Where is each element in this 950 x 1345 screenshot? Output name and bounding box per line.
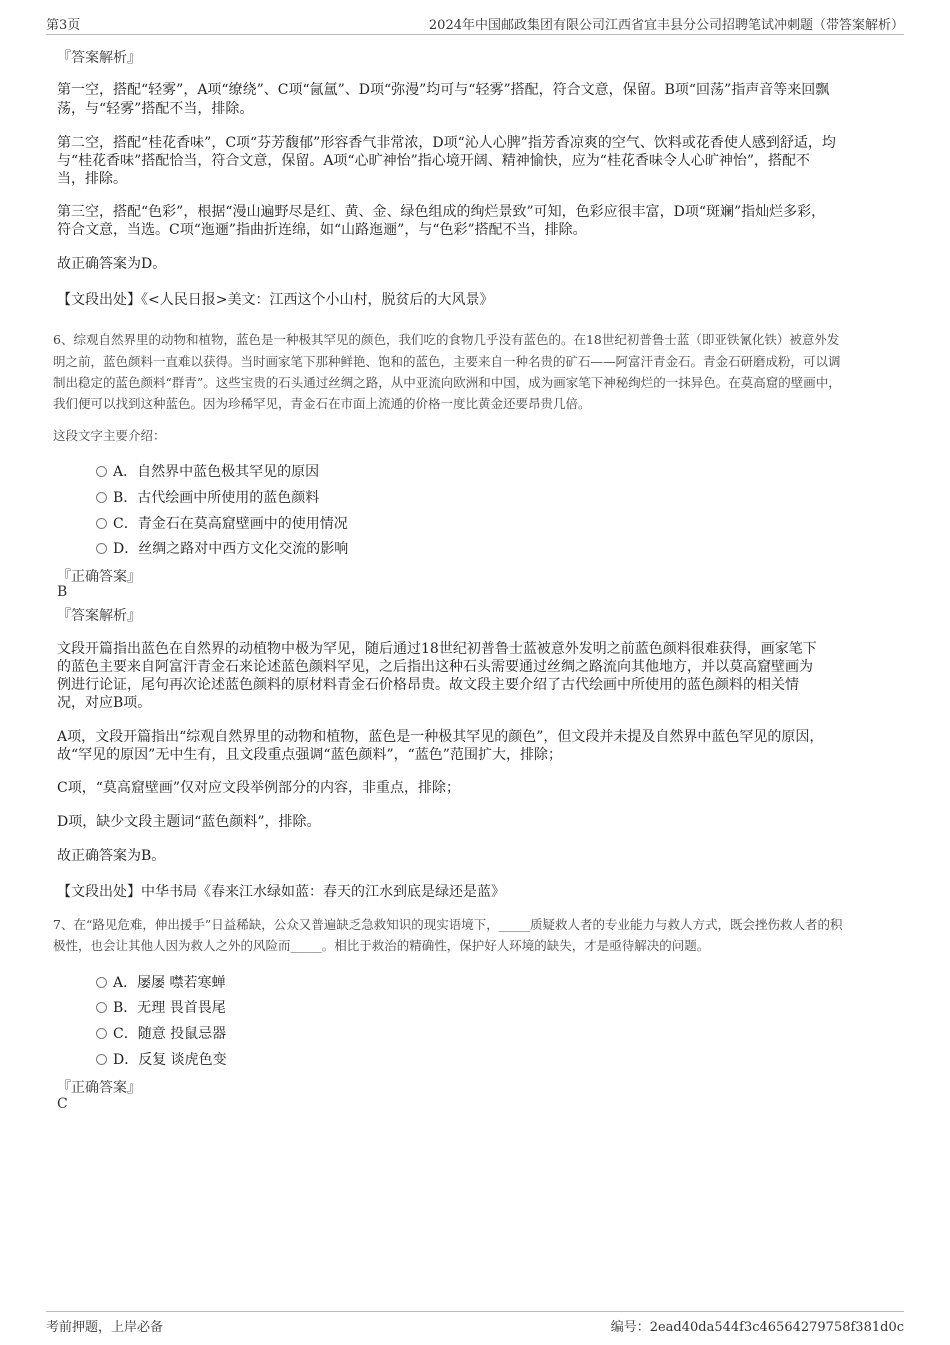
analysis-paragraph: D项，缺少文段主题词“蓝色颜料”，排除。 — [57, 814, 321, 830]
question-stem: 明之前，蓝色颜料一直难以获得。当时画家笔下那种鲜艳、饱和的蓝色，主要来自一种名贵的矿石——阿富汗青金石。青金石研磨成粉，可以调 — [53, 354, 841, 369]
answer-label: 『正确答案』 — [57, 1080, 141, 1096]
radio-icon[interactable] — [96, 1054, 107, 1065]
answer-label: 『正确答案』 — [57, 569, 141, 585]
answer-value: B — [57, 584, 68, 600]
analysis-paragraph: 例进行论证，尾句再次论述蓝色颜料的原材料青金石价格昂贵。故文段主要介绍了古代绘画中所使用的蓝色颜料的相关情 — [57, 677, 799, 693]
page-footer — [46, 1311, 904, 1334]
question-stem: 制出稳定的蓝色颜料“群青”。这些宝贵的石头通过丝绸之路，从中亚流向欧洲和中国，成为画家笔下神秘绚烂的一抹异色。在莫高窟的壁画中， — [53, 375, 841, 390]
question-prompt: 这段文字主要介绍： — [53, 428, 166, 443]
option-label: A．自然界中蓝色极其罕见的原因 — [113, 464, 320, 480]
analysis-paragraph: 的蓝色主要来自阿富汗青金石来论述蓝色颜料罕见，之后指出这种石头需要通过丝绸之路流向其他地方，并以莫高窟壁画为 — [57, 659, 813, 675]
analysis-label: 『答案解析』 — [57, 50, 141, 66]
question-stem: 我们便可以找到这种蓝色。因为珍稀罕见，青金石在市面上流通的价格一度比黄金还要昂贵几倍。 — [53, 396, 591, 411]
analysis-paragraph: 况，对应B项。 — [57, 695, 152, 711]
radio-icon[interactable] — [96, 492, 107, 503]
source-citation: 【文段出处】中华书局《春来江水绿如蓝：春天的江水到底是绿还是蓝》 — [57, 884, 505, 900]
source-citation: 【文段出处】《<人民日报>美文：江西这个小山村，脱贫后的大风景》 — [57, 292, 494, 308]
analysis-paragraph: 故“罕见的原因”无中生有，且文段重点强调“蓝色颜料”，“蓝色”范围扩大，排除； — [57, 747, 562, 763]
analysis-paragraph: 第二空，搭配“桂花香味”，C项“芬芳馥郁”形容香气非常浓，D项“沁人心脾”指芳香凉爽的空气、饮料或花香使人感到舒适，均 — [57, 135, 836, 151]
option-label: B．古代绘画中所使用的蓝色颜料 — [113, 490, 320, 506]
analysis-paragraph: 符合文意，当选。C项“迤逦”指曲折连绵，如“山路迤逦”，与“色彩”搭配不当，排除。 — [57, 222, 587, 238]
option-label: D．丝绸之路对中西方文化交流的影响 — [113, 541, 349, 557]
question-stem: 6、综观自然界里的动物和植物，蓝色是一种极其罕见的颜色，我们吃的食物几乎没有蓝色的。在18世纪初普鲁士蓝（即亚铁氰化铁）被意外发 — [53, 332, 840, 347]
footer-slogan: 考前押题，上岸必备 — [46, 1320, 164, 1335]
document-title: 2024年中国邮政集团有限公司江西省宜丰县分公司招聘笔试冲刺题（带答案解析） — [428, 18, 904, 33]
answer-value: C — [57, 1096, 68, 1112]
radio-icon[interactable] — [96, 1002, 107, 1013]
document-id: 编号：2ead40da544f3c46564279758f381d0c — [610, 1320, 904, 1335]
page-number: 第3页 — [46, 18, 81, 33]
analysis-label: 『答案解析』 — [57, 608, 141, 624]
option-label: A．屡屡 噤若寒蝉 — [113, 975, 226, 991]
option-label: D．反复 谈虎色变 — [113, 1052, 227, 1068]
analysis-paragraph: 文段开篇指出蓝色在自然界的动植物中极为罕见，随后通过18世纪初普鲁士蓝被意外发明之前蓝色颜料很难获得，画家笔下 — [57, 641, 817, 657]
analysis-paragraph: 第一空，搭配“轻雾”，A项“缭绕”、C项“氤氲”、D项“弥漫”均可与“轻雾”搭配，符合文意，保留。B项“回荡”指声音等来回飘 — [57, 82, 830, 98]
analysis-paragraph: C项，“莫高窟壁画”仅对应文段举例部分的内容，非重点，排除； — [57, 780, 461, 796]
analysis-paragraph: 当，排除。 — [57, 171, 127, 187]
radio-icon[interactable] — [96, 518, 107, 529]
analysis-paragraph: 第三空，搭配“色彩”，根据“漫山遍野尽是红、黄、金、绿色组成的绚烂景致”可知，色彩应很丰富，D项“斑斓”指灿烂多彩， — [57, 204, 826, 220]
analysis-paragraph: 荡，与“轻雾”搭配不当，排除。 — [57, 101, 254, 117]
radio-icon[interactable] — [96, 543, 107, 554]
analysis-paragraph: 与“桂花香味”搭配恰当，符合文意，保留。A项“心旷神怡”指心境开阔、精神愉快，应为“桂花香味令人心旷神怡”，搭配不 — [57, 153, 811, 169]
radio-icon[interactable] — [96, 1028, 107, 1039]
analysis-paragraph: A项，文段开篇指出“综观自然界里的动物和植物，蓝色是一种极其罕见的颜色”，但文段并未提及自然界中蓝色罕见的原因， — [57, 729, 824, 745]
question-stem: 7、在“路见危难，伸出援手”日益稀缺，公众又普遍缺乏急救知识的现实语境下，_____质疑救人者的专业能力与救人方式，既会挫伤救人者的积 — [53, 917, 843, 932]
page-header — [46, 14, 904, 35]
conclusion: 故正确答案为B。 — [57, 848, 166, 864]
question-stem: 极性，也会让其他人因为救人之外的风险而_____。相比于救治的精确性，保护好人环境的缺失，才是亟待解决的问题。 — [53, 938, 710, 953]
conclusion: 故正确答案为D。 — [57, 256, 167, 272]
option-label: B．无理 畏首畏尾 — [113, 1000, 226, 1016]
radio-icon[interactable] — [96, 977, 107, 988]
option-label: C．随意 投鼠忌器 — [113, 1026, 227, 1042]
radio-icon[interactable] — [96, 466, 107, 477]
option-label: C．青金石在莫高窟壁画中的使用情况 — [113, 516, 348, 532]
